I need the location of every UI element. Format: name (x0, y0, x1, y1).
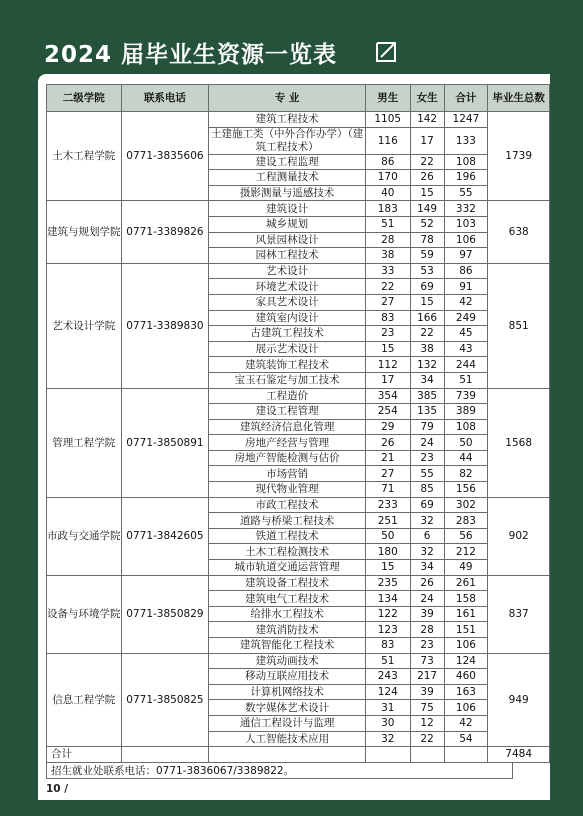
header-total-graduates: 毕业生总数 (488, 85, 550, 112)
sum-count: 51 (444, 372, 488, 388)
major-name: 建筑室内设计 (209, 310, 365, 326)
sum-count: 124 (444, 653, 488, 669)
female-count: 166 (410, 310, 444, 326)
table-row (47, 388, 550, 404)
female-count: 69 (410, 497, 444, 513)
male-count: 33 (365, 263, 410, 279)
header-sum: 合计 (444, 85, 488, 112)
male-count: 251 (365, 513, 410, 529)
page-number: 10 / (46, 783, 69, 795)
male-count: 50 (365, 528, 410, 544)
sum-count: 302 (444, 497, 488, 513)
sum-count: 212 (444, 544, 488, 560)
male-count: 354 (365, 388, 410, 404)
female-count: 32 (410, 544, 444, 560)
female-count: 23 (410, 638, 444, 654)
male-count: 124 (365, 684, 410, 700)
sum-count: 44 (444, 450, 488, 466)
male-count: 183 (365, 201, 410, 217)
sum-count: 161 (444, 606, 488, 622)
female-count: 15 (410, 185, 444, 201)
empty-cell (444, 747, 488, 763)
sum-count: 42 (444, 294, 488, 310)
major-name: 市场营销 (209, 466, 365, 482)
male-count: 243 (365, 669, 410, 685)
major-name: 给排水工程技术 (209, 606, 365, 622)
sum-count: 283 (444, 513, 488, 529)
college-name: 管理工程学院 (47, 388, 122, 497)
college-total: 1739 (488, 112, 550, 201)
male-count: 30 (365, 715, 410, 731)
male-count: 23 (365, 326, 410, 342)
male-count: 1105 (365, 112, 410, 128)
male-count: 233 (365, 497, 410, 513)
table-row (47, 263, 550, 279)
male-count: 31 (365, 700, 410, 716)
college-total: 638 (488, 201, 550, 263)
female-count: 142 (410, 112, 444, 128)
sum-count: 50 (444, 435, 488, 451)
major-name: 现代物业管理 (209, 482, 365, 498)
female-count: 217 (410, 669, 444, 685)
sum-count: 82 (444, 466, 488, 482)
college-name: 艺术设计学院 (47, 263, 122, 388)
grand-total: 7484 (488, 747, 550, 763)
major-name: 摄影测量与遥感技术 (209, 185, 365, 201)
sum-count: 43 (444, 341, 488, 357)
table-row (47, 497, 550, 513)
sum-count: 97 (444, 248, 488, 264)
sum-count: 332 (444, 201, 488, 217)
header-phone: 联系电话 (121, 85, 209, 112)
female-count: 38 (410, 341, 444, 357)
female-count: 53 (410, 263, 444, 279)
major-name: 展示艺术设计 (209, 341, 365, 357)
major-name: 土建施工类（中外合作办学）（建筑工程技术） (209, 127, 365, 154)
header-row (47, 85, 550, 112)
major-name: 艺术设计 (209, 263, 365, 279)
sum-count: 56 (444, 528, 488, 544)
male-count: 28 (365, 232, 410, 248)
sum-count: 133 (444, 127, 488, 154)
major-name: 建筑设备工程技术 (209, 575, 365, 591)
male-count: 15 (365, 341, 410, 357)
sum-count: 108 (444, 419, 488, 435)
female-count: 32 (410, 513, 444, 529)
female-count: 39 (410, 684, 444, 700)
college-total: 949 (488, 653, 550, 747)
major-name: 建筑经济信息化管理 (209, 419, 365, 435)
table-row (47, 653, 550, 669)
male-count: 235 (365, 575, 410, 591)
sum-count: 42 (444, 715, 488, 731)
contact-phone: 0771-3389830 (121, 263, 209, 388)
major-name: 建筑工程技术 (209, 112, 365, 128)
sum-count: 54 (444, 731, 488, 747)
major-name: 房地产智能检测与估价 (209, 450, 365, 466)
male-count: 123 (365, 622, 410, 638)
female-count: 24 (410, 435, 444, 451)
empty-cell (410, 747, 444, 763)
female-count: 69 (410, 279, 444, 295)
female-count: 17 (410, 127, 444, 154)
male-count: 71 (365, 482, 410, 498)
major-name: 通信工程设计与监理 (209, 715, 365, 731)
male-count: 180 (365, 544, 410, 560)
female-count: 22 (410, 154, 444, 170)
college-name: 市政与交通学院 (47, 497, 122, 575)
major-name: 建筑动画技术 (209, 653, 365, 669)
female-count: 73 (410, 653, 444, 669)
male-count: 38 (365, 248, 410, 264)
female-count: 15 (410, 294, 444, 310)
total-row (47, 747, 550, 763)
sum-count: 106 (444, 638, 488, 654)
sum-count: 55 (444, 185, 488, 201)
female-count: 59 (410, 248, 444, 264)
major-name: 房地产经营与管理 (209, 435, 365, 451)
female-count: 6 (410, 528, 444, 544)
male-count: 29 (365, 419, 410, 435)
sum-count: 249 (444, 310, 488, 326)
major-name: 工程测量技术 (209, 170, 365, 186)
sum-count: 106 (444, 700, 488, 716)
sum-count: 244 (444, 357, 488, 373)
sum-count: 151 (444, 622, 488, 638)
table-card (38, 74, 550, 800)
arrow-box-icon (374, 40, 398, 64)
major-name: 建筑装饰工程技术 (209, 357, 365, 373)
sum-count: 49 (444, 560, 488, 576)
major-name: 建筑设计 (209, 201, 365, 217)
empty-cell (209, 747, 365, 763)
sum-count: 163 (444, 684, 488, 700)
college-total: 837 (488, 575, 550, 653)
contact-phone: 0771-3842605 (121, 497, 209, 575)
major-name: 建筑消防技术 (209, 622, 365, 638)
major-name: 园林工程技术 (209, 248, 365, 264)
major-name: 宝玉石鉴定与加工技术 (209, 372, 365, 388)
sum-count: 739 (444, 388, 488, 404)
male-count: 83 (365, 310, 410, 326)
graduate-resource-table (46, 84, 550, 763)
table-row (47, 575, 550, 591)
major-name: 城市轨道交通运营管理 (209, 560, 365, 576)
contact-phone: 0771-3850829 (121, 575, 209, 653)
female-count: 135 (410, 404, 444, 420)
female-count: 26 (410, 575, 444, 591)
major-name: 人工智能技术应用 (209, 731, 365, 747)
male-count: 27 (365, 466, 410, 482)
sum-count: 389 (444, 404, 488, 420)
table-row (47, 201, 550, 217)
male-count: 83 (365, 638, 410, 654)
major-name: 计算机网络技术 (209, 684, 365, 700)
college-name: 设备与环境学院 (47, 575, 122, 653)
empty-cell (365, 747, 410, 763)
male-count: 17 (365, 372, 410, 388)
female-count: 385 (410, 388, 444, 404)
female-count: 78 (410, 232, 444, 248)
empty-cell (121, 747, 209, 763)
contact-phone: 0771-3850825 (121, 653, 209, 747)
male-count: 112 (365, 357, 410, 373)
contact-phone: 0771-3389826 (121, 201, 209, 263)
male-count: 116 (365, 127, 410, 154)
major-name: 环境艺术设计 (209, 279, 365, 295)
college-name: 信息工程学院 (47, 653, 122, 747)
male-count: 86 (365, 154, 410, 170)
female-count: 34 (410, 372, 444, 388)
female-count: 12 (410, 715, 444, 731)
major-name: 风景园林设计 (209, 232, 365, 248)
contact-note: 招生就业处联系电话：0771-3836067/3389822。 (46, 763, 513, 779)
male-count: 122 (365, 606, 410, 622)
male-count: 51 (365, 216, 410, 232)
female-count: 26 (410, 170, 444, 186)
sum-count: 45 (444, 326, 488, 342)
page-title: 2024 届毕业生资源一览表 (44, 42, 338, 68)
header-female: 女生 (410, 85, 444, 112)
sum-count: 106 (444, 232, 488, 248)
college-total: 1568 (488, 388, 550, 497)
sum-count: 196 (444, 170, 488, 186)
major-name: 家具艺术设计 (209, 294, 365, 310)
female-count: 55 (410, 466, 444, 482)
female-count: 75 (410, 700, 444, 716)
male-count: 21 (365, 450, 410, 466)
sum-count: 86 (444, 263, 488, 279)
male-count: 170 (365, 170, 410, 186)
major-name: 建设工程监理 (209, 154, 365, 170)
sum-count: 103 (444, 216, 488, 232)
sum-count: 156 (444, 482, 488, 498)
major-name: 建筑智能化工程技术 (209, 638, 365, 654)
male-count: 254 (365, 404, 410, 420)
female-count: 149 (410, 201, 444, 217)
sum-count: 261 (444, 575, 488, 591)
female-count: 52 (410, 216, 444, 232)
sum-count: 1247 (444, 112, 488, 128)
male-count: 15 (365, 560, 410, 576)
major-name: 土木工程检测技术 (209, 544, 365, 560)
sum-count: 108 (444, 154, 488, 170)
female-count: 132 (410, 357, 444, 373)
male-count: 51 (365, 653, 410, 669)
sum-count: 91 (444, 279, 488, 295)
total-label: 合计 (47, 747, 122, 763)
male-count: 27 (365, 294, 410, 310)
major-name: 市政工程技术 (209, 497, 365, 513)
college-name: 建筑与规划学院 (47, 201, 122, 263)
major-name: 移动互联应用技术 (209, 669, 365, 685)
college-name: 土木工程学院 (47, 112, 122, 201)
female-count: 24 (410, 591, 444, 607)
major-name: 古建筑工程技术 (209, 326, 365, 342)
female-count: 79 (410, 419, 444, 435)
college-total: 902 (488, 497, 550, 575)
male-count: 134 (365, 591, 410, 607)
header-college: 二级学院 (47, 85, 122, 112)
male-count: 22 (365, 279, 410, 295)
major-name: 数字媒体艺术设计 (209, 700, 365, 716)
contact-phone: 0771-3835606 (121, 112, 209, 201)
male-count: 26 (365, 435, 410, 451)
female-count: 22 (410, 326, 444, 342)
female-count: 34 (410, 560, 444, 576)
table-row (47, 112, 550, 128)
female-count: 39 (410, 606, 444, 622)
female-count: 85 (410, 482, 444, 498)
major-name: 城乡规划 (209, 216, 365, 232)
college-total: 851 (488, 263, 550, 388)
sum-count: 158 (444, 591, 488, 607)
male-count: 40 (365, 185, 410, 201)
contact-phone: 0771-3850891 (121, 388, 209, 497)
major-name: 建设工程管理 (209, 404, 365, 420)
female-count: 28 (410, 622, 444, 638)
header-major: 专 业 (209, 85, 365, 112)
sum-count: 460 (444, 669, 488, 685)
major-name: 道路与桥梁工程技术 (209, 513, 365, 529)
female-count: 23 (410, 450, 444, 466)
header-male: 男生 (365, 85, 410, 112)
major-name: 铁道工程技术 (209, 528, 365, 544)
male-count: 32 (365, 731, 410, 747)
major-name: 工程造价 (209, 388, 365, 404)
female-count: 22 (410, 731, 444, 747)
major-name: 建筑电气工程技术 (209, 591, 365, 607)
